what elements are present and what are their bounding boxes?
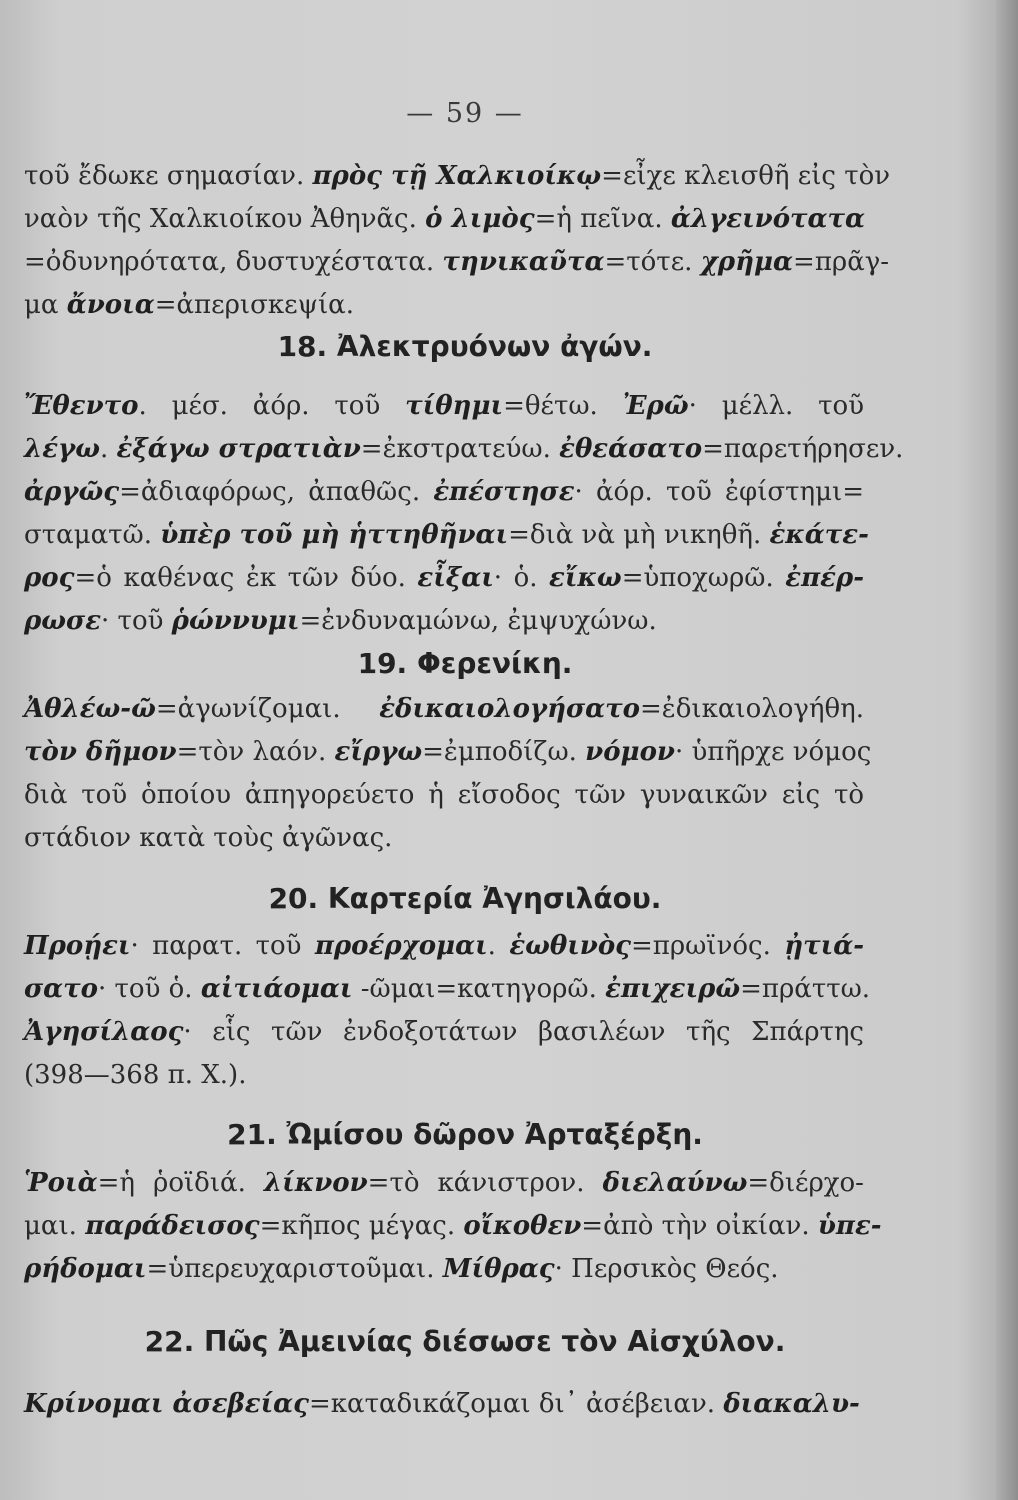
gloss-text: =πρωϊνός.	[631, 931, 785, 961]
page-number: — 59 —	[406, 98, 524, 129]
headword: ἐπέρ-	[785, 563, 864, 593]
gloss-text: =πρᾶγ-	[793, 247, 890, 277]
page-spine-shadow	[996, 0, 1018, 1500]
gloss-text: διὰ τοῦ ὁποίου ἀπηγορεύετο ἡ εἴσοδος τῶν γυναικῶν εἰς τὸ	[24, 780, 864, 810]
text-line	[24, 774, 864, 817]
headword: Ἀθλέω-ῶ	[24, 694, 156, 724]
text-line	[24, 1383, 864, 1426]
gloss-text: =ὀδυνηρότατα, δυστυχέστατα.	[24, 247, 443, 277]
gloss-text: · παρατ. τοῦ	[130, 931, 315, 961]
gloss-text: · ὑπῆρχε νόμος	[674, 737, 872, 767]
gloss-text: · εἷς τῶν ἐνδοξοτάτων βασιλέων τῆς Σπάρτης	[183, 1017, 864, 1047]
gloss-text: =θέτω.	[503, 391, 623, 421]
headword: σατο	[24, 974, 99, 1004]
glossary-paragraph-6	[24, 1383, 864, 1426]
text-line	[24, 1205, 882, 1248]
section-heading-19: 19. Φερενίκη.	[357, 647, 573, 680]
section-heading-18: 18. Ἀλεκτρυόνων ἀγών.	[277, 330, 653, 363]
headword: λέγω	[24, 434, 100, 464]
gloss-text: · ἀόρ. τοῦ ἐφίστημι=	[574, 477, 864, 507]
text-line	[24, 155, 891, 198]
text-line	[24, 1011, 864, 1054]
headword: Ἀγησίλαος	[24, 1017, 184, 1047]
headword: ἐθεάσατο	[559, 434, 703, 464]
text-line	[24, 284, 864, 327]
gloss-text: .	[99, 434, 117, 464]
headword: προέρχομαι	[314, 931, 488, 961]
gloss-text: μα	[24, 290, 67, 320]
gloss-text: =διέρχο-	[747, 1168, 864, 1198]
gloss-text: =ἡ πεῖνα.	[534, 204, 671, 234]
text-line	[24, 198, 864, 241]
gloss-text: μαι.	[24, 1211, 86, 1241]
headword: Ἐρῶ	[622, 391, 689, 421]
headword: τηνικαῦτα	[442, 247, 605, 277]
gloss-text: =παρετήρησεν.	[702, 434, 904, 464]
gloss-text: =πράττω.	[740, 974, 871, 1004]
section-heading-22: 22. Πῶς Ἀμεινίας διέσωσε τὸν Αἰσχύλον.	[144, 1325, 786, 1358]
gloss-text: .	[487, 931, 510, 961]
headword: εἶξαι	[417, 563, 494, 593]
gloss-text: σταματῶ.	[24, 520, 161, 550]
headword: ἀργῶς	[24, 477, 120, 507]
glossary-paragraph-5	[24, 1162, 882, 1291]
gloss-text: =κῆπος μέγας.	[259, 1211, 464, 1241]
gloss-text: =καταδικάζομαι δι᾽ ἀσέβειαν.	[309, 1389, 724, 1419]
text-line	[24, 688, 864, 731]
headword: εἴκω	[549, 563, 622, 593]
text-line	[24, 385, 864, 428]
headword: νόμον	[585, 737, 675, 767]
headword: πρὸς τῇ Χαλκιοίκῳ	[312, 161, 602, 191]
gloss-text: =ἀπὸ τὴν οἰκίαν.	[581, 1211, 818, 1241]
gloss-text: . μέσ. ἀόρ. τοῦ	[138, 391, 406, 421]
gloss-text: =ἐνδυναμώνω, ἐμψυχώνω.	[299, 606, 657, 636]
headword: διελαύνω	[602, 1168, 748, 1198]
headword: Μίθρας	[442, 1254, 555, 1284]
section-heading-21: 21. Ὠμίσου δῶρον Ἀρταξέρξη.	[227, 1118, 703, 1151]
headword: αἰτιάομαι	[200, 974, 353, 1004]
text-line	[24, 817, 864, 860]
gloss-text: =ὑποχωρῶ.	[621, 563, 786, 593]
text-line	[24, 471, 864, 514]
gloss-text: =τότε.	[604, 247, 701, 277]
headword: Προῄει	[24, 931, 131, 961]
headword: ὁ λιμὸς	[425, 204, 535, 234]
headword: λίκνον	[263, 1168, 368, 1198]
gloss-text: =τὸν λαόν.	[176, 737, 335, 767]
headword: ᾐτιά-	[784, 931, 865, 961]
text-line	[24, 514, 869, 557]
gloss-text: =ἀγωνίζομαι.	[155, 694, 380, 724]
headword: ὑπε-	[817, 1211, 882, 1241]
headword: ἐδικαιολογήσατο	[379, 694, 641, 724]
headword: ἑκάτε-	[769, 520, 869, 550]
headword: ρωσε	[24, 606, 102, 636]
headword: ἀλγεινότατα	[670, 204, 866, 234]
gloss-text: · τοῦ ὁ.	[98, 974, 201, 1004]
gloss-text: =ὑπερευχαριστοῦμαι.	[146, 1254, 443, 1284]
gloss-text: · μέλλ. τοῦ	[688, 391, 864, 421]
headword: παράδεισος	[85, 1211, 260, 1241]
headword: ἐπιχειρῶ	[605, 974, 741, 1004]
gloss-text: =ἡ ῥοϊδιά.	[97, 1168, 264, 1198]
headword: οἴκοθεν	[463, 1211, 582, 1241]
section-heading-20: 20. Καρτερία Ἀγησιλάου.	[268, 882, 662, 915]
text-line	[24, 925, 864, 968]
headword: ὑπὲρ τοῦ μὴ ἡττηθῆναι	[160, 520, 509, 550]
gloss-text: · Περσικὸς Θεός.	[554, 1254, 779, 1284]
headword: ἐξάγω στρατιὰν	[116, 434, 361, 464]
text-line	[24, 241, 890, 284]
gloss-text: τοῦ ἔδωκε σημασίαν.	[24, 161, 313, 191]
headword: Κρίνομαι ἀσεβείας	[24, 1389, 309, 1419]
gloss-text: ναὸν τῆς Χαλκιοίκου Ἀθηνᾶς.	[24, 204, 426, 234]
gloss-text: =ἐδικαιολογήθη.	[640, 694, 864, 724]
text-line	[24, 1248, 864, 1291]
gloss-text: =ἐκστρατεύω.	[360, 434, 560, 464]
headword: ρος	[24, 563, 75, 593]
gloss-text: =ἐμποδίζω.	[422, 737, 586, 767]
text-line	[24, 557, 864, 600]
headword: ρήδομαι	[24, 1254, 147, 1284]
text-line	[24, 968, 871, 1011]
gloss-text: · ὁ.	[493, 563, 550, 593]
glossary-paragraph-1	[24, 155, 891, 327]
gloss-text: =εἶχε κλεισθῆ εἰς τὸν	[601, 161, 891, 191]
headword: διακαλυ-	[723, 1389, 860, 1419]
headword: τὸν δῆμον	[24, 737, 177, 767]
headword: ῥώννυμι	[171, 606, 300, 636]
gloss-text: =ὁ καθένας ἐκ τῶν δύο.	[74, 563, 418, 593]
text-line	[24, 1162, 864, 1205]
gloss-text: =διὰ νὰ μὴ νικηθῆ.	[508, 520, 770, 550]
text-line	[24, 600, 864, 643]
glossary-paragraph-2	[24, 385, 904, 643]
gloss-text: =τὸ κάνιστρον.	[367, 1168, 603, 1198]
headword: τίθημι	[405, 391, 504, 421]
glossary-paragraph-4	[24, 925, 871, 1097]
headword: ἑωθινὸς	[509, 931, 632, 961]
headword: ἐπέστησε	[433, 477, 575, 507]
headword: Ἔθεντο	[24, 391, 139, 421]
headword: χρῆμα	[700, 247, 794, 277]
gloss-text: -ῶμαι=κατηγορῶ.	[352, 974, 606, 1004]
gloss-text: στάδιον κατὰ τοὺς ἀγῶνας.	[24, 823, 393, 853]
text-line	[24, 428, 904, 471]
gloss-text: · τοῦ	[101, 606, 172, 636]
gloss-text: =ἀπερισκεψία.	[154, 290, 354, 320]
glossary-paragraph-3	[24, 688, 872, 860]
headword: εἴργω	[334, 737, 423, 767]
text-line	[24, 1054, 864, 1097]
headword: Ῥοιὰ	[24, 1168, 98, 1198]
headword: ἄνοια	[66, 290, 155, 320]
gloss-text: (398—368 π. Χ.).	[24, 1060, 247, 1090]
text-line	[24, 731, 872, 774]
gloss-text: =ἀδιαφόρως, ἀπαθῶς.	[119, 477, 434, 507]
